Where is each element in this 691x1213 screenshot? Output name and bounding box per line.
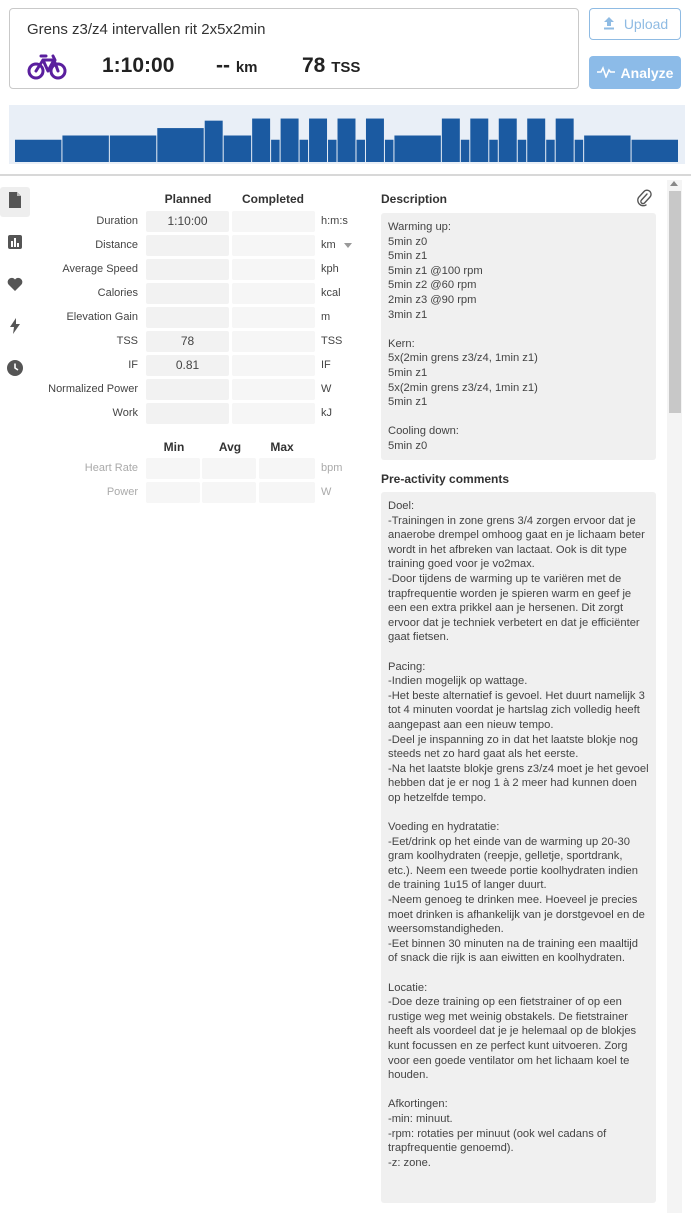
workout-interval-bar[interactable]	[527, 119, 545, 162]
metric-unit: IF	[321, 359, 331, 371]
analyze-label: Analyze	[620, 64, 674, 81]
workout-interval-bar[interactable]	[356, 140, 364, 162]
duration-stat: 1:10:00	[102, 54, 175, 77]
scroll-up-arrow[interactable]	[670, 181, 678, 186]
workout-interval-bar[interactable]	[394, 136, 440, 163]
range-min-field[interactable]	[146, 458, 200, 479]
workout-interval-bar[interactable]	[271, 140, 279, 162]
scrollbar-thumb[interactable]	[669, 191, 681, 413]
workout-interval-bar[interactable]	[366, 119, 384, 162]
metric-label: Work	[112, 407, 138, 419]
max-column-header: Max	[270, 440, 294, 454]
metric-planned-field[interactable]	[146, 283, 229, 304]
distance-stat	[216, 54, 258, 78]
completed-column-header: Completed	[241, 192, 304, 206]
metric-planned-field[interactable]: 0.81	[146, 355, 229, 376]
section-divider	[0, 174, 691, 176]
upload-button[interactable]	[589, 8, 681, 40]
comments-title: Pre-activity comments	[381, 472, 510, 486]
metric-unit: kcal	[321, 287, 341, 299]
metric-completed-field[interactable]	[232, 283, 315, 304]
workout-interval-bar[interactable]	[15, 140, 61, 162]
metric-label: TSS	[116, 335, 138, 347]
metric-completed-field[interactable]	[232, 355, 315, 376]
metric-planned-field[interactable]: 1:10:00	[146, 211, 229, 232]
metric-completed-field[interactable]	[232, 259, 315, 280]
range-avg-field[interactable]	[202, 458, 256, 479]
workout-interval-bar[interactable]	[442, 119, 460, 162]
workout-interval-bar[interactable]	[584, 136, 630, 163]
metric-planned-field[interactable]	[146, 235, 229, 256]
description-title: Description	[381, 192, 448, 206]
analyze-button[interactable]	[589, 56, 681, 89]
metric-planned-field[interactable]: 78	[146, 331, 229, 352]
metric-label: Normalized Power	[48, 383, 138, 395]
metric-completed-field[interactable]	[232, 379, 315, 400]
range-max-field[interactable]	[259, 458, 315, 479]
workout-interval-bar[interactable]	[62, 136, 108, 163]
upload-label: Upload	[623, 16, 669, 32]
range-label: Power	[106, 486, 138, 498]
workout-interval-bar[interactable]	[499, 119, 517, 162]
metric-unit: kJ	[321, 407, 332, 419]
workout-interval-bar[interactable]	[205, 121, 223, 162]
pulse-icon	[597, 65, 615, 81]
comments-text[interactable]: Doel: -Trainingen in zone grens 3/4 zorgen ervoor dat je anaerobe drempel omhoog gaat en je lichaam beter wordt in het afbreken van lactaat. Ook is dit type training goed voor je vo2max. -Door tijdens de warming up te variëren met de trapfrequentie worden je spieren warm en geef je een een extra prikkel aan je hersenen. Dit zorgt ervoor dat je techniek verbetert en dat je efficiënter gaat fietsen. Pacing: -Indien mogelijk op wattage. -Het beste alternatief is gevoel. Het duurt namelijk 3 tot 4 minuten voordat je hartslag zich volledig heeft aangepast aan een nieuw tempo. -Deel je inspanning zo in dat het laatste blokje nog steeds net zo hard gaat als het eerste. -Na het laatste blokje grens z3/z4 moet je het gevoel hebben dat je er nog 1 à 2 meer had kunnen doen op hetzelfde tempo. Voeding en hydratatie: -Eet/drink op het einde van de warming up 20-30 gram koolhydraten (reepje, gelletje, sportdrank, etc.). Neem een tweede portie koolhydraten indien de training 1u15 of langer duurt. -Neem genoeg te drinken mee. Hoeveel je precies moet drinken is afhankelijk van je dorstgevoel en de weersomstandigheden. -Eet binnen 30 minuten na de training een maaltijd of snack die rijk is aan eiwitten en koolhydraten. Locatie: -Doe deze training op een fietstrainer of op een rustige weg met weinig obstakels. De fietstrainer heeft als voordeel dat je je helemaal op de blokjes kunt focussen en ze perfect kunt uitvoeren. Zorg voor een goede ventilator om het lichaam koel te houden. Afkortingen: -min: minuut. -rpm: rotaties per minuut (ook wel cadans of trapfrequentie genoemd). -z: zone.	[381, 492, 656, 1203]
distance-unit: km	[235, 59, 258, 76]
workout-interval-bar[interactable]	[328, 140, 336, 162]
document-icon	[8, 192, 22, 213]
metric-planned-field[interactable]	[146, 403, 229, 424]
workout-interval-bar[interactable]	[546, 140, 554, 162]
range-unit: bpm	[321, 462, 343, 474]
metric-unit: h:m:s	[321, 215, 348, 227]
unit-dropdown-caret-icon[interactable]	[344, 243, 352, 248]
range-avg-field[interactable]	[202, 482, 256, 503]
paperclip-icon[interactable]	[636, 189, 652, 212]
metric-label: Average Speed	[62, 263, 138, 275]
metric-label: Distance	[95, 239, 138, 251]
bike-icon	[27, 53, 67, 81]
range-max-field[interactable]	[259, 482, 315, 503]
metric-completed-field[interactable]	[232, 331, 315, 352]
metric-label: Duration	[96, 215, 138, 227]
metric-label: IF	[128, 359, 138, 371]
workout-title[interactable]: Grens z3/z4 intervallen rit 2x5x2min	[27, 21, 266, 38]
sidebar-tab-summary[interactable]	[0, 187, 30, 217]
workout-interval-bar[interactable]	[224, 136, 251, 163]
planned-column-header: Planned	[164, 192, 212, 206]
workout-interval-bar[interactable]	[110, 136, 156, 163]
description-text[interactable]: Warming up: 5min z0 5min z1 5min z1 @100 rpm 5min z2 @60 rpm 2min z3 @90 rpm 3min z1 Kern: 5x(2min grens z3/z4, 1min z1) 5min z1 5x(2min grens z3/z4, 1min z1) 5min z1 Cooling down: 5min z0	[381, 213, 656, 460]
workout-interval-bar[interactable]	[470, 119, 488, 162]
metric-unit: m	[321, 311, 331, 323]
metric-completed-field[interactable]	[232, 403, 315, 424]
tss-value: 78	[302, 54, 326, 77]
metric-label: Elevation Gain	[66, 311, 138, 323]
min-column-header: Min	[163, 440, 185, 454]
tss-unit: TSS	[331, 59, 361, 76]
range-min-field[interactable]	[146, 482, 200, 503]
workout-interval-bar[interactable]	[489, 140, 497, 162]
workout-interval-bar[interactable]	[385, 140, 393, 162]
workout-interval-bar[interactable]	[461, 140, 469, 162]
tss-stat	[302, 54, 360, 78]
distance-value: --	[216, 54, 230, 77]
metric-completed-field[interactable]	[232, 235, 315, 256]
range-unit: W	[321, 486, 332, 498]
workout-interval-bar[interactable]	[157, 128, 203, 162]
workout-interval-bar[interactable]	[309, 119, 327, 162]
workout-interval-bar[interactable]	[632, 140, 678, 162]
metric-unit: W	[321, 383, 332, 395]
workout-structure-graph[interactable]	[9, 105, 685, 164]
workout-interval-bar[interactable]	[300, 140, 308, 162]
workout-interval-bar[interactable]	[281, 119, 299, 162]
metric-completed-field[interactable]	[232, 307, 315, 328]
metric-unit: TSS	[321, 335, 343, 347]
metric-completed-field[interactable]	[232, 211, 315, 232]
workout-interval-bar[interactable]	[556, 119, 574, 162]
metric-unit: kph	[321, 263, 339, 275]
avg-column-header: Avg	[218, 440, 242, 454]
workout-structure-svg	[9, 105, 685, 164]
workout-interval-bar[interactable]	[252, 119, 270, 162]
metric-label: Calories	[97, 287, 138, 299]
metric-unit: km	[321, 239, 336, 251]
metric-planned-field[interactable]	[146, 307, 229, 328]
range-label: Heart Rate	[84, 462, 138, 474]
workout-interval-bar[interactable]	[338, 119, 356, 162]
workout-interval-bar[interactable]	[518, 140, 526, 162]
workout-summary-card	[9, 8, 579, 89]
metric-planned-field[interactable]	[146, 259, 229, 280]
upload-icon	[602, 16, 616, 33]
workout-interval-bar[interactable]	[575, 140, 583, 162]
metric-planned-field[interactable]	[146, 379, 229, 400]
